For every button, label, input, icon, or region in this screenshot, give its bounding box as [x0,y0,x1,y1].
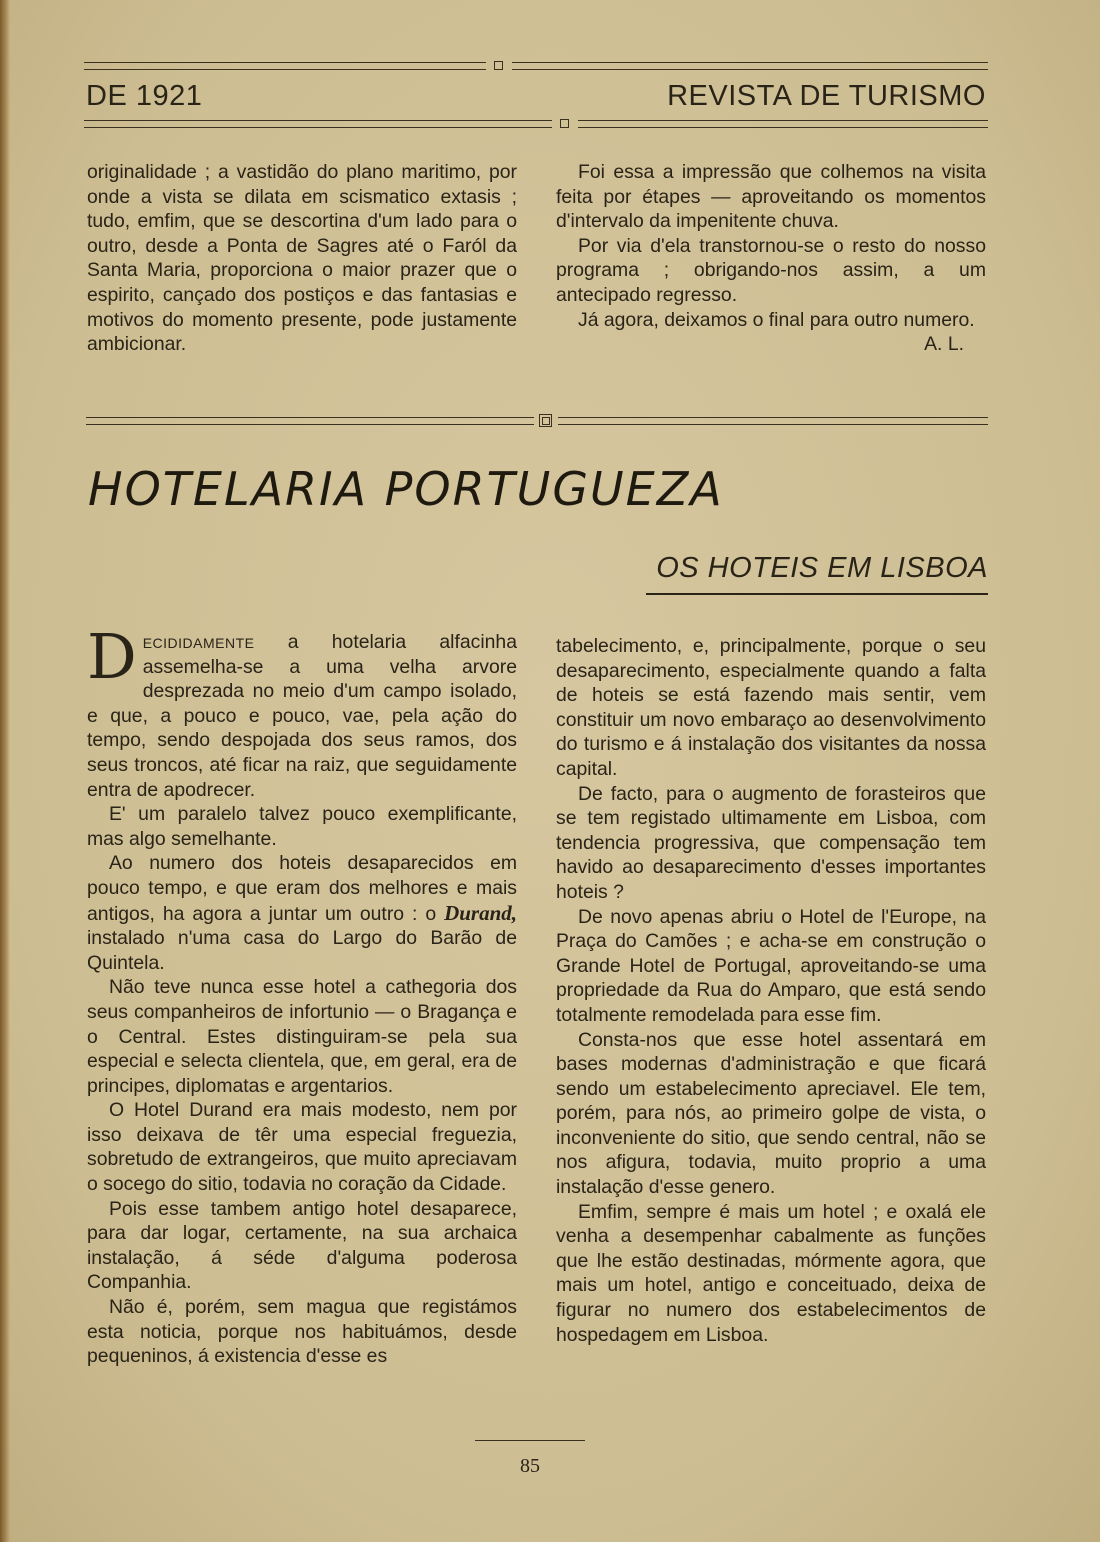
lead-word: ecididamente [142,631,255,653]
paragraph: De facto, para o augmento de forasteiros que se tem registado ultimamente em Lisboa, com tendencia progressiva, que compensação tem havido ao desaparecimento d'esses importantes hoteis ? [556,782,986,903]
page-spine [0,0,10,1542]
paragraph-text: Ao numero dos hoteis desaparecidos em pouco tempo, e que eram dos melhores e mais antigos, ha agora a juntar um outro : [87,852,517,925]
paragraph: originalidade ; a vastidão do plano maritimo, por onde a vista se dilata em scismatico extasis ; tudo, emfim, que se descortina d'um lado para o outro, desde a Ponta de Sagres até o Faról da Santa Maria, proporciona o maior prazer que o espirito, cançado dos postiços e das fantasias e motivos do momento presente, pode justamente ambicionar. [87,161,517,356]
paragraph: Consta-nos que esse hotel assentará em bases modernas d'administração e que ficará sendo um estabelecimento apreciavel. Ele tem, porém, para nós, ao primeiro golpe de vista, o inconveniente do sitio, que sendo central, não se nos afigura, todavia, muito proprio a uma instalação d'esse genero. [556,1028,986,1199]
first-paragraph [87,620,517,802]
paragraph: Foi essa a impressão que colhemos na visita feita por étapes — aproveitando os momentos d'intervalo da impenitente chuva. [556,161,986,233]
author-signature: A. L. [924,333,964,356]
article-left-column [87,620,518,1369]
drop-cap: D [87,620,137,693]
article-right-column [556,634,986,1347]
paragraph-durand [87,851,517,975]
article-subtitle: OS HOTEIS EM LISBOA [656,552,988,584]
ornament-icon [539,414,552,427]
subtitle-underline [646,593,988,595]
paragraph: Por via d'ela transtornou-se o resto do nosso programa ; obrigando-nos assim, a um antecipado regresso. [556,234,986,306]
paragraph-text: a hotelaria alfacinha assemelha-se a uma velha arvore desprezada no meio d'um campo isolado, e que, a pouco e pouco, vae, pela ação do tempo, sendo despojada dos seus ramos, dos seus troncos, até ficar na raiz, que seguidamente entra de apodrecer. [87,631,517,801]
paragraph: De novo apenas abriu o Hotel de l'Europe, na Praça do Camões ; e acha-se em construção o Grande Hotel de Portugal, aproveitando-se uma propriedade da Rua do Amparo, que está sendo totalmente remodelada para esse fim. [556,905,986,1026]
header-bottom-rule [84,120,988,130]
paragraph-text: instalado n'uma casa do Largo do Barão de Quintela. [87,927,517,974]
paragraph: Pois esse tambem antigo hotel desaparece, para dar logar, certamente, na sua archaica instalação, á séde d'alguma poderosa Companhia. [87,1197,517,1294]
header-date: DE 1921 [86,80,203,112]
header-magazine-name: REVISTA DE TURISMO [667,80,986,112]
paragraph: tabelecimento, e, principalmente, porque o seu desaparecimento, especialmente quando a falta de hoteis se está fazendo mais sentir, vem constituir um novo embaraço ao desenvolvimento do turismo e á instalação dos visitantes da nossa capital. [556,635,986,780]
paragraph: E' um paralelo talvez pouco exemplificante, mas algo semelhante. [87,803,517,850]
page-number: 85 [520,1455,540,1477]
paragraph: Não teve nunca esse hotel a cathegoria dos seus companheiros de infortunio — o Bragança e o Central. Estes distinguiram-se pela sua especial e selecta clientela, que, em geral, era de principes, diplomatas e argentarios. [87,976,517,1097]
paragraph: Já agora, deixamos o final para outro numero. [578,308,975,331]
paragraph: Não é, porém, sem magua que registámos esta noticia, porque nos habituámos, desde pequeninos, á existencia d'esse es [87,1296,517,1368]
folio-rule [475,1440,585,1441]
hotel-name-durand: Durand, [444,900,518,925]
section-divider [86,416,988,428]
paragraph: Emfim, sempre é mais um hotel ; e oxalá ele venha a desempenhar cabalmente as funções que lhe estão destinadas, mórmente agora, que mais um hotel, antigo e conceituado, deixa de figurar no numero dos estabelecimentos de hospedagem em Lisboa. [556,1200,986,1346]
previous-article-right-column [556,160,986,357]
article-title: HOTELARIA PORTUGUEZA [88,462,724,516]
paragraph-text: o [425,902,437,925]
paragraph: O Hotel Durand era mais modesto, nem por isso deixava de têr uma especial freguezia, sobretudo de extrangeiros, que muito apreciavam o socego do sitio, todavia no coração da Cidade. [87,1099,517,1196]
header-top-rule [84,62,988,72]
previous-article-left-column [87,160,517,357]
